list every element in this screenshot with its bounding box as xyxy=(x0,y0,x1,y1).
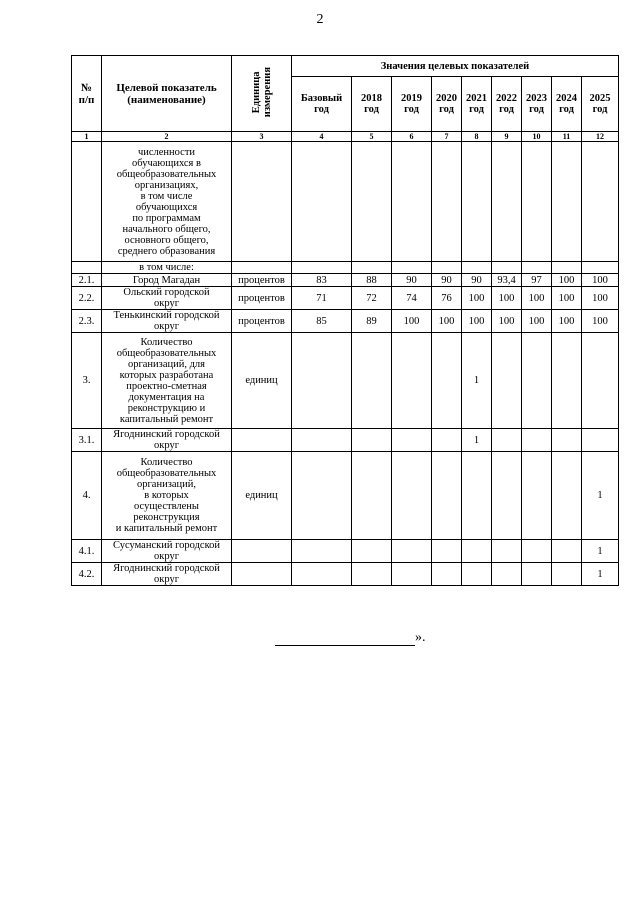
unit-cell: процентов xyxy=(232,274,292,287)
value-cell xyxy=(292,452,352,540)
value-cell xyxy=(552,540,582,563)
value-cell xyxy=(352,262,392,274)
header-unit-label: Единица измерения xyxy=(250,66,273,118)
header-year-5: 2022 год xyxy=(492,77,522,132)
target-indicators-table xyxy=(71,55,619,586)
row-number xyxy=(72,262,102,274)
value-cell xyxy=(432,540,462,563)
value-cell xyxy=(432,429,462,452)
row-number: 4. xyxy=(72,452,102,540)
value-cell: 71 xyxy=(292,287,352,310)
value-cell xyxy=(552,262,582,274)
column-number-7: 7 xyxy=(432,132,462,142)
header-year-1: 2018 год xyxy=(352,77,392,132)
value-cell xyxy=(432,142,462,262)
row-number: 3.1. xyxy=(72,429,102,452)
value-cell: 100 xyxy=(462,310,492,333)
row-number xyxy=(72,142,102,262)
value-cell: 90 xyxy=(392,274,432,287)
value-cell xyxy=(522,429,552,452)
row-number: 4.2. xyxy=(72,563,102,586)
value-cell xyxy=(392,452,432,540)
column-number-9: 9 xyxy=(492,132,522,142)
indicator-name: Тенькинский городской округ xyxy=(102,310,232,333)
indicator-name: численности обучающихся в общеобразовательных организациях, в том числе обучающихся по программам начального общего, основного общего, среднего образования xyxy=(102,142,232,262)
value-cell xyxy=(392,333,432,429)
indicator-name: Ольский городской округ xyxy=(102,287,232,310)
table-row xyxy=(72,452,619,540)
value-cell xyxy=(492,262,522,274)
value-cell: 100 xyxy=(432,310,462,333)
header-indicator: Целевой показатель (наименование) xyxy=(102,56,232,132)
value-cell xyxy=(522,452,552,540)
header-year-0: Базовый год xyxy=(292,77,352,132)
value-cell xyxy=(462,540,492,563)
unit-cell xyxy=(232,142,292,262)
column-number-5: 5 xyxy=(352,132,392,142)
value-cell xyxy=(492,333,522,429)
value-cell xyxy=(522,262,552,274)
table-row xyxy=(72,333,619,429)
value-cell xyxy=(352,429,392,452)
value-cell: 100 xyxy=(582,274,619,287)
value-cell: 100 xyxy=(492,310,522,333)
value-cell xyxy=(432,452,462,540)
value-cell xyxy=(352,333,392,429)
indicator-name: Город Магадан xyxy=(102,274,232,287)
row-number: 4.1. xyxy=(72,540,102,563)
value-cell xyxy=(522,333,552,429)
value-cell xyxy=(292,262,352,274)
header-year-4: 2021 год xyxy=(462,77,492,132)
value-cell xyxy=(492,563,522,586)
value-cell: 88 xyxy=(352,274,392,287)
column-number-6: 6 xyxy=(392,132,432,142)
indicator-name: Ягоднинский городской округ xyxy=(102,429,232,452)
value-cell: 100 xyxy=(492,287,522,310)
header-year-8: 2025 год xyxy=(582,77,619,132)
value-cell: 100 xyxy=(522,287,552,310)
value-cell xyxy=(522,563,552,586)
value-cell: 1 xyxy=(582,540,619,563)
value-cell xyxy=(582,429,619,452)
column-number-3: 3 xyxy=(232,132,292,142)
unit-cell xyxy=(232,563,292,586)
header-year-2: 2019 год xyxy=(392,77,432,132)
value-cell: 76 xyxy=(432,287,462,310)
value-cell: 100 xyxy=(582,310,619,333)
indicator-name: Количество общеобразовательных организаций, в которых осуществлены реконструкция и капитальный ремонт xyxy=(102,452,232,540)
table-row xyxy=(72,429,619,452)
header-num: № п/п xyxy=(72,56,102,132)
table-row xyxy=(72,563,619,586)
row-number: 2.1. xyxy=(72,274,102,287)
table-row xyxy=(72,287,619,310)
value-cell: 1 xyxy=(462,333,492,429)
value-cell xyxy=(292,540,352,563)
value-cell xyxy=(352,452,392,540)
column-number-10: 10 xyxy=(522,132,552,142)
header-year-6: 2023 год xyxy=(522,77,552,132)
header-year-7: 2024 год xyxy=(552,77,582,132)
table-row xyxy=(72,274,619,287)
value-cell xyxy=(492,142,522,262)
row-number: 2.2. xyxy=(72,287,102,310)
value-cell xyxy=(552,429,582,452)
table-body xyxy=(72,142,619,586)
signature-underline xyxy=(275,631,415,646)
unit-cell xyxy=(232,540,292,563)
value-cell: 90 xyxy=(462,274,492,287)
column-numbers-row xyxy=(72,132,619,142)
value-cell: 89 xyxy=(352,310,392,333)
table-row xyxy=(72,310,619,333)
column-number-11: 11 xyxy=(552,132,582,142)
value-cell: 100 xyxy=(552,310,582,333)
indicator-name: Сусуманский городской округ xyxy=(102,540,232,563)
value-cell xyxy=(522,540,552,563)
value-cell xyxy=(462,142,492,262)
value-cell: 97 xyxy=(522,274,552,287)
value-cell xyxy=(432,262,462,274)
column-number-4: 4 xyxy=(292,132,352,142)
unit-cell: процентов xyxy=(232,310,292,333)
table-row xyxy=(72,142,619,262)
unit-cell xyxy=(232,429,292,452)
table-row xyxy=(72,540,619,563)
value-cell xyxy=(392,429,432,452)
value-cell xyxy=(552,452,582,540)
value-cell xyxy=(582,142,619,262)
closing-quote: ». xyxy=(415,630,426,645)
value-cell xyxy=(392,563,432,586)
column-number-8: 8 xyxy=(462,132,492,142)
value-cell xyxy=(352,540,392,563)
value-cell: 100 xyxy=(462,287,492,310)
unit-cell xyxy=(232,262,292,274)
value-cell xyxy=(492,429,522,452)
value-cell: 85 xyxy=(292,310,352,333)
value-cell xyxy=(392,262,432,274)
value-cell: 100 xyxy=(552,274,582,287)
value-cell: 100 xyxy=(392,310,432,333)
value-cell xyxy=(552,142,582,262)
value-cell xyxy=(352,142,392,262)
closing-line xyxy=(275,630,426,646)
value-cell xyxy=(352,563,392,586)
value-cell xyxy=(462,262,492,274)
value-cell xyxy=(492,540,522,563)
value-cell: 74 xyxy=(392,287,432,310)
value-cell xyxy=(462,563,492,586)
row-number: 3. xyxy=(72,333,102,429)
value-cell xyxy=(292,429,352,452)
unit-cell: единиц xyxy=(232,452,292,540)
value-cell xyxy=(392,142,432,262)
header-unit xyxy=(232,56,292,132)
value-cell: 93,4 xyxy=(492,274,522,287)
value-cell xyxy=(552,333,582,429)
value-cell: 100 xyxy=(522,310,552,333)
value-cell: 1 xyxy=(582,452,619,540)
column-number-1: 1 xyxy=(72,132,102,142)
value-cell xyxy=(582,333,619,429)
page-number: 2 xyxy=(316,12,324,27)
value-cell xyxy=(522,142,552,262)
table-row xyxy=(72,262,619,274)
header-year-3: 2020 год xyxy=(432,77,462,132)
value-cell: 83 xyxy=(292,274,352,287)
value-cell xyxy=(392,540,432,563)
column-number-2: 2 xyxy=(102,132,232,142)
value-cell xyxy=(432,563,462,586)
column-number-12: 12 xyxy=(582,132,619,142)
value-cell xyxy=(292,142,352,262)
indicator-name: Количество общеобразовательных организаций, для которых разработана проектно-сметная документация на реконструкцию и капитальный ремонт xyxy=(102,333,232,429)
row-number: 2.3. xyxy=(72,310,102,333)
unit-cell: единиц xyxy=(232,333,292,429)
value-cell: 100 xyxy=(552,287,582,310)
value-cell xyxy=(582,262,619,274)
indicator-name: в том числе: xyxy=(102,262,232,274)
unit-cell: процентов xyxy=(232,287,292,310)
value-cell xyxy=(492,452,522,540)
value-cell: 1 xyxy=(462,429,492,452)
value-cell: 100 xyxy=(582,287,619,310)
value-cell xyxy=(292,563,352,586)
value-cell: 90 xyxy=(432,274,462,287)
value-cell xyxy=(462,452,492,540)
value-cell xyxy=(432,333,462,429)
value-cell xyxy=(292,333,352,429)
indicator-name: Ягоднинский городской округ xyxy=(102,563,232,586)
value-cell xyxy=(552,563,582,586)
header-values-group: Значения целевых показателей xyxy=(292,56,619,77)
value-cell: 72 xyxy=(352,287,392,310)
value-cell: 1 xyxy=(582,563,619,586)
